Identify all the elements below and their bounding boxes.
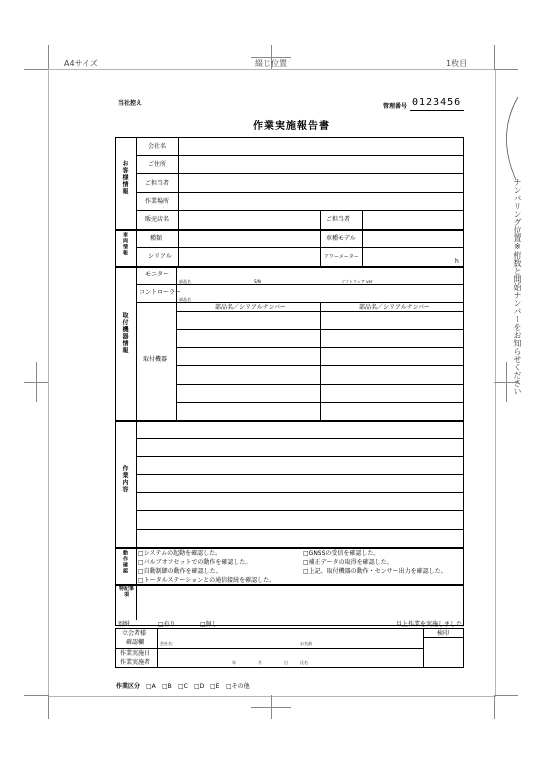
work-completed-statement: 以上作業を実施しました。 <box>396 621 469 628</box>
work-row-line <box>136 510 464 511</box>
work-row-line <box>136 529 464 530</box>
monitor-part-label: 部品名 <box>179 279 191 284</box>
remarks-section-label: 特記事項 <box>118 586 134 598</box>
installed-col2-header: 部品名／シリアルナンバー <box>359 304 431 311</box>
worker-label: 作業実施者 <box>120 659 151 666</box>
confirm-sign-label: 確認欄 <box>126 639 145 646</box>
management-number: 0123456 <box>412 97 462 108</box>
customer-row-line <box>136 155 464 156</box>
crop-mark <box>48 45 49 69</box>
confirm-item-gnss[interactable]: □GNSSの受信を確認した。 <box>303 550 380 557</box>
witness-company-label: 会社名： <box>160 641 176 646</box>
section-divider <box>115 420 464 422</box>
signoff-row-line <box>115 648 423 649</box>
work-site-label: 作業場所 <box>145 198 170 205</box>
vehicle-serial-label: シリアル <box>148 253 172 260</box>
customer-row-line <box>136 173 464 174</box>
category-option-a[interactable]: □A <box>146 683 156 690</box>
work-row-line <box>136 492 464 493</box>
worker-name-label: 氏名 <box>300 660 308 665</box>
witness-name-label: お名前 <box>300 641 312 646</box>
crop-mark <box>48 695 49 719</box>
category-option-d[interactable]: □D <box>194 683 205 690</box>
crop-mark <box>494 695 495 719</box>
witness-label: 立会者様 <box>122 630 147 637</box>
confirm-item-total-station[interactable]: □トータルステーションとの通信接続を確認した。 <box>138 577 276 584</box>
crop-mark <box>494 695 518 696</box>
work-row-line <box>136 438 464 439</box>
confirm-item-correction[interactable]: □補正データの取得を確認した。 <box>303 559 393 566</box>
confirm-item-sensor[interactable]: □上記、取付機器の動作・センサー出力を確認した。 <box>303 568 447 575</box>
crop-mark <box>251 707 291 708</box>
installed-col1-header: 部品名／シリアルナンバー <box>215 304 287 311</box>
installed-row-line <box>176 402 464 403</box>
work-row-line <box>136 456 464 457</box>
year-label: 年 <box>232 660 236 665</box>
category-option-c[interactable]: □C <box>178 683 188 690</box>
confirm-item-auto[interactable]: □自動制御の動作を確認した。 <box>138 568 222 575</box>
document-title: 作業実施報告書 <box>253 121 330 132</box>
installed-row-line <box>176 365 464 366</box>
vehicle-col-divider <box>320 229 321 266</box>
category-option-b[interactable]: □B <box>162 683 172 690</box>
customer-row-line <box>136 210 464 211</box>
work-date-label: 作業実施日 <box>120 650 151 657</box>
company-label: 会社名 <box>148 143 167 150</box>
crop-mark <box>494 69 518 70</box>
crop-mark <box>36 362 37 402</box>
crop-mark <box>24 695 48 696</box>
crop-mark <box>506 362 507 402</box>
vehicle-row-line <box>136 247 464 248</box>
signoff-col-divider <box>423 628 424 668</box>
contact-person-label: ご担当者 <box>145 180 170 187</box>
confirm-item-valve[interactable]: □バルブオフセットでの動作を確認した。 <box>138 559 252 566</box>
category-option-e[interactable]: □E <box>210 683 220 690</box>
vehicle-col-divider <box>362 229 363 266</box>
installed-row-line <box>176 347 464 348</box>
category-option-other[interactable]: □その他 <box>226 683 250 690</box>
management-number-underline <box>410 110 464 111</box>
vehicle-model-label: 車種モデル <box>326 235 356 242</box>
work-category-label: 作業区分 <box>116 683 141 690</box>
dealer-contact-divider <box>320 210 321 229</box>
crop-mark <box>24 69 48 70</box>
controller-label: コントローラー <box>139 289 182 296</box>
controller-part-label: 部品名 <box>179 297 191 302</box>
customer-label-divider <box>178 137 179 229</box>
day-label: 日 <box>284 660 288 665</box>
copy-label: 当社控え <box>118 100 143 107</box>
section-divider <box>115 229 464 231</box>
management-number-label: 管理番号 <box>383 103 408 110</box>
separate-no-checkbox[interactable]: □無し <box>200 621 218 628</box>
hour-unit: h <box>455 258 459 265</box>
confirm-section-label: 動作確認 <box>122 550 128 574</box>
hour-meter-label: アワーメーター <box>324 254 359 260</box>
separate-sheet-label: 別紙 <box>118 621 131 628</box>
work-row-line <box>136 474 464 475</box>
customer-row-line <box>136 192 464 193</box>
dealer-label: 販売店名 <box>145 216 170 223</box>
devices-section-label: 取付機器情報 <box>121 312 128 354</box>
seal-label: 検印 <box>437 630 450 637</box>
device-row-line <box>136 284 464 285</box>
section-divider <box>115 547 464 549</box>
vehicle-section-label: 車両情報 <box>122 232 128 256</box>
numbering-pointer-curve <box>494 95 524 185</box>
section-divider <box>115 266 464 268</box>
software-version-label: ソフトウェア ver <box>341 279 373 284</box>
crop-mark <box>494 45 495 69</box>
monitor-label: モニター <box>145 271 170 278</box>
numbering-note: ナンバリング位置※桁数と開始ナンバーをお知らせください <box>513 178 522 395</box>
page-count-label: 1枚目 <box>446 59 468 68</box>
address-label: ご住所 <box>148 161 167 168</box>
customer-section-label: お客様情報 <box>121 160 128 195</box>
installed-row-line <box>176 329 464 330</box>
seal-row-line <box>423 637 464 638</box>
device-row-line <box>136 302 464 303</box>
dealer-contact-label: ご担当者 <box>326 216 351 223</box>
installed-devices-label: 取付機器 <box>143 356 168 363</box>
installed-row-line <box>176 384 464 385</box>
size-label: A4サイズ <box>64 59 98 68</box>
month-label: 月 <box>258 660 262 665</box>
section-divider <box>115 584 464 586</box>
confirm-item-system[interactable]: □システムの起動を確認した。 <box>138 550 222 557</box>
vehicle-type-label: 種類 <box>150 235 163 242</box>
separate-yes-checkbox[interactable]: □有り <box>158 621 176 628</box>
dealer-contact-divider <box>362 210 363 229</box>
work-section-label: 作業内容 <box>121 465 128 493</box>
monitor-sn-label: S/N <box>254 279 261 284</box>
binding-label: 綴じ位置 <box>255 59 287 68</box>
